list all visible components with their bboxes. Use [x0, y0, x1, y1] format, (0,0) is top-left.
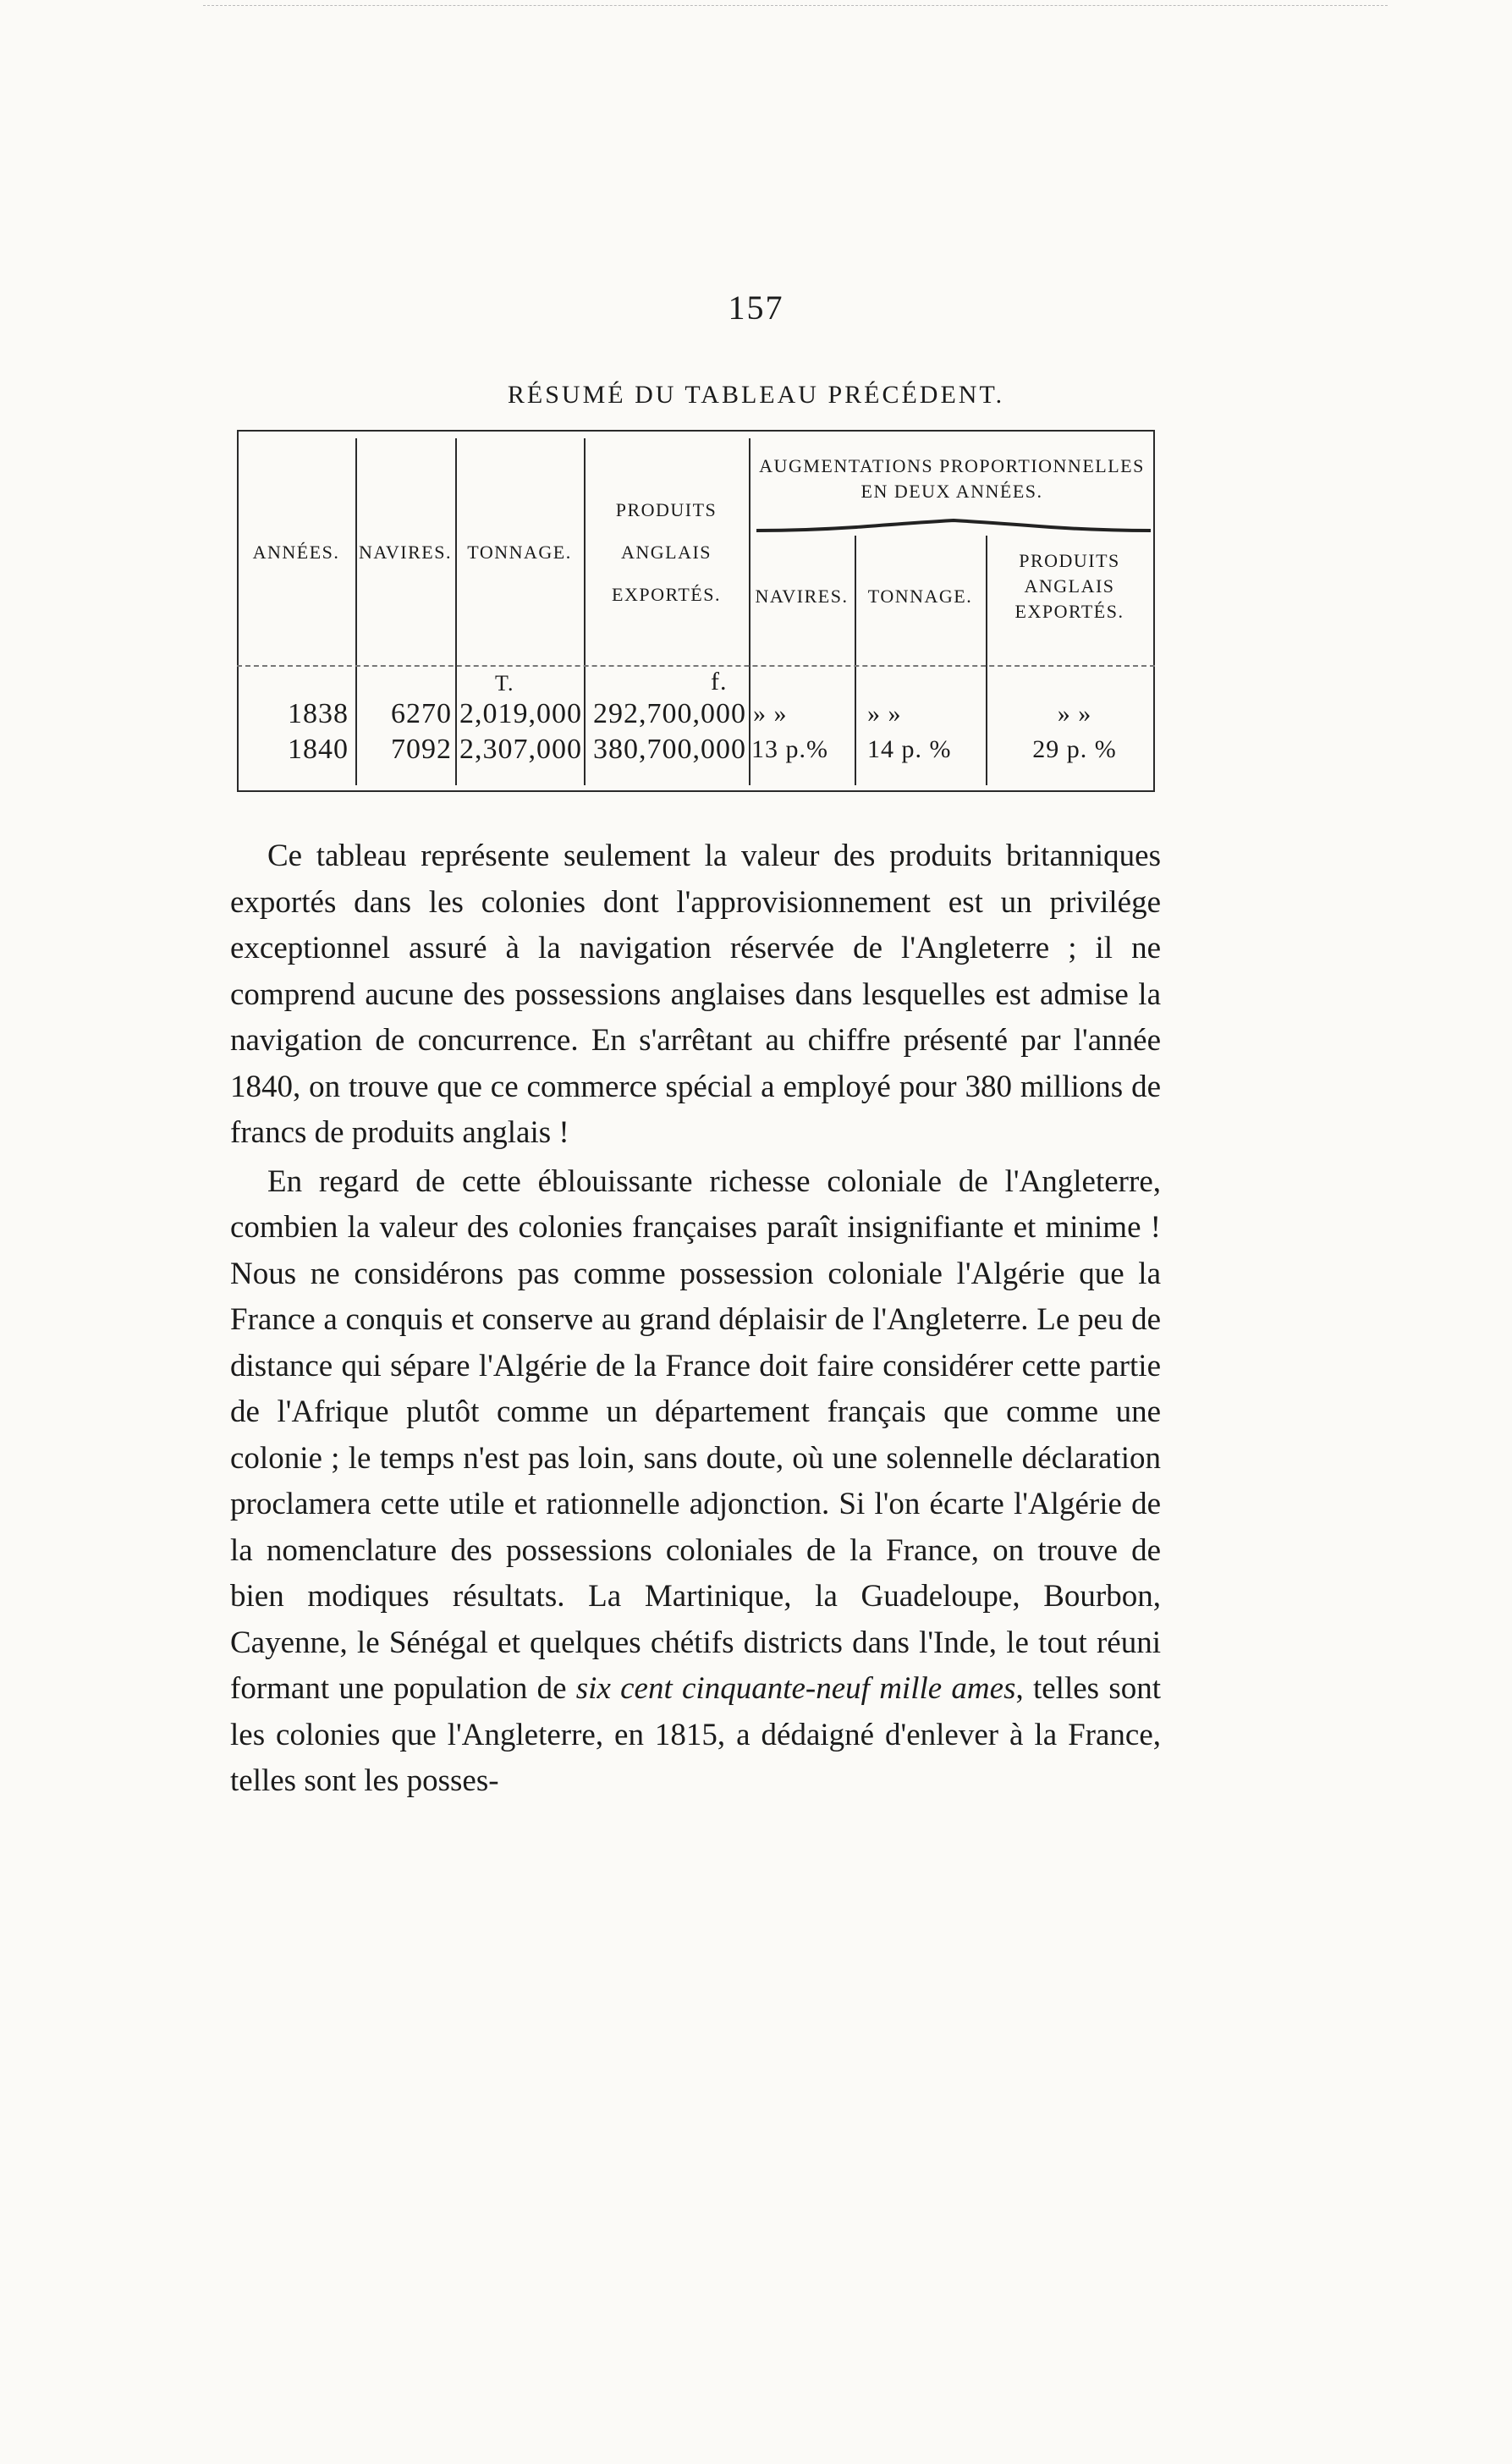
header-produits-line-1: PRODUITS [615, 499, 718, 520]
header-augmentations-line-1: AUGMENTATIONS PROPORTIONNELLES [759, 455, 1145, 476]
row-1840-annee: 1840 [288, 734, 349, 765]
row-1840-aug-navires: 13 p.% [751, 735, 828, 763]
row-1838-produits: 292,700,000 [593, 698, 746, 729]
row-1838-aug-produits: » » [1057, 700, 1092, 728]
col-sep-5 [855, 536, 856, 785]
group-brace [755, 519, 1152, 539]
header-sub-tonnage: TONNAGE. [867, 586, 973, 607]
table-top-border [237, 430, 1155, 432]
paragraph-2-part-1: En regard de cette éblouissante richesse coloniale de l'Angleterre, combien la valeur des colonies françaises paraît insignifiante et minime ! Nous ne considérons pas comme possession coloniale l'Algérie que la France a conquis et conserve au grand déplaisir de l'Angleterre. Le peu de distance qui sépare l'Algérie de la France doit faire considérer cette partie de l'Afrique plutôt comme un département français que comme une colonie ; le temps n'est pas loin, sans doute, où une solennelle déclaration proclamera cette utile et rationnelle adjonction. Si l'on écarte l'Algérie de la nomenclature des possessions coloniales de la France, on trouve de bien modiques résultats. La Martinique, la Guadeloupe, Bourbon, Cayenne, le Sénégal et quelques chétifs districts dans l'Inde, le tout réuni formant une population de [230, 1163, 1161, 1706]
row-1838-aug-navires: » » [753, 700, 788, 728]
header-annees: ANNÉES. [252, 542, 340, 563]
header-sub-produits [986, 548, 1153, 624]
header-sub-produits-line-3: EXPORTÉS. [1014, 601, 1124, 622]
paragraph-2 [230, 1159, 1161, 1805]
page-top-edge [203, 0, 1388, 6]
row-1840-aug-tonnage: 14 p. % [867, 735, 952, 763]
header-tonnage: TONNAGE. [467, 542, 572, 563]
row-1838-navires: 6270 [391, 698, 452, 729]
col-sep-1 [355, 438, 357, 785]
summary-table [237, 430, 1155, 792]
header-sub-produits-line-2: ANGLAIS [1024, 575, 1115, 597]
header-separator [237, 665, 1155, 667]
page-number: 157 [728, 289, 784, 327]
header-sub-navires: NAVIRES. [755, 586, 849, 607]
row-1838-annee: 1838 [288, 698, 349, 729]
body-text [230, 833, 1161, 1805]
row-1840-produits: 380,700,000 [593, 734, 746, 765]
table-left-border [237, 430, 239, 792]
col-sep-2 [455, 438, 457, 785]
header-augmentations [749, 454, 1155, 504]
header-produits [584, 498, 749, 608]
row-1840-tonnage: 2,307,000 [459, 734, 582, 765]
row-1840-aug-produits: 29 p. % [1032, 735, 1117, 763]
paragraph-2-part-2: , telles sont les colonies que l'Angleterre, en 1815, a dédaigné d'enlever à la France, telles sont les posses- [230, 1671, 1161, 1798]
row-1838-aug-tonnage: » » [867, 700, 902, 728]
unit-tonnage: T. [495, 671, 514, 696]
table-bottom-border [237, 790, 1155, 792]
header-produits-line-3: EXPORTÉS. [612, 584, 721, 605]
row-1838-tonnage: 2,019,000 [459, 698, 582, 729]
row-1840-navires: 7092 [391, 734, 452, 765]
header-augmentations-line-2: EN DEUX ANNÉES. [860, 481, 1043, 502]
unit-produits: f. [711, 668, 728, 696]
table-title: RÉSUMÉ DU TABLEAU PRÉCÉDENT. [507, 381, 1005, 409]
header-navires: NAVIRES. [358, 542, 452, 563]
paragraph-2-italic: six cent cinquante-neuf mille ames [575, 1671, 1016, 1706]
header-produits-line-2: ANGLAIS [620, 542, 712, 563]
col-sep-3 [584, 438, 586, 785]
paragraph-1: Ce tableau représente seulement la valeur des produits britanniques exportés dans les colonies dont l'approvisionnement est un privilége exceptionnel assuré à la navigation réservée de l'Angleterre ; il ne comprend aucune des possessions anglaises dans lesquelles est admise la navigation de concurrence. En s'arrêtant au chiffre présenté par l'année 1840, on trouve que ce commerce spécial a employé pour 380 millions de francs de produits anglais ! [230, 839, 1161, 1150]
header-sub-produits-line-1: PRODUITS [1019, 550, 1120, 571]
